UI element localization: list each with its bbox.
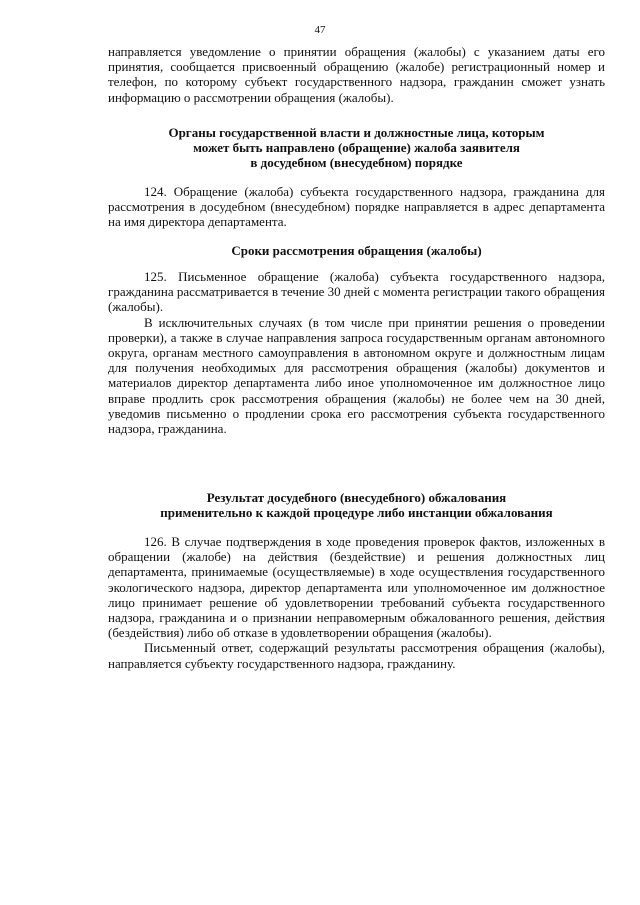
paragraph-125: 125. Письменное обращение (жалоба) субъекта государственного надзора, гражданина рассматривается в течение 30 дней с момента регистрации такого обращения (жалобы). — [108, 269, 605, 315]
page-number: 47 — [314, 24, 326, 36]
section-2-heading — [108, 243, 605, 258]
section-3-heading-line: применительно к каждой процедуре либо инстанции обжалования — [160, 505, 553, 521]
intro-paragraph: направляется уведомление о принятии обращения (жалобы) с указанием даты его принятия, сообщается присвоенный обращению (жалобе) регистрационный номер и телефон, по которому субъект государственного надзора, гражданин сможет узнать информацию о рассмотрении обращения (жалобы). — [108, 44, 605, 105]
paragraph-126: 126. В случае подтверждения в ходе проведения проверок фактов, изложенных в обращении (жалобе) на действия (бездействие) и решения должностных лиц департамента, принимаемые (осуществляемые) в ходе осуществления государственного экологического надзора, директор департамента или уполномоченное им должностное лицо принимает решение об удовлетворении требований субъекта государственного надзора, гражданина и о признании неправомерным обжалованного решения, действия (бездействия) либо об отказе в удовлетворении обращения (жалобы). — [108, 534, 605, 641]
section-3-heading — [108, 490, 605, 520]
section-2-heading-line: Сроки рассмотрения обращения (жалобы) — [231, 243, 482, 258]
paragraph-124-block — [108, 184, 605, 230]
section-3-heading-line: Результат досудебного (внесудебного) обжалования — [206, 490, 507, 505]
section-1-heading-line: в досудебном (внесудебном) порядке — [250, 155, 463, 171]
paragraph-126-continued: Письменный ответ, содержащий результаты рассмотрения обращения (жалобы), направляется субъекту государственного надзора, гражданину. — [108, 640, 605, 671]
section-1-heading — [108, 125, 605, 171]
section-1-heading-line: может быть направлено (обращение) жалоба заявителя — [193, 140, 520, 156]
paragraph-125-block — [108, 269, 605, 436]
paragraph-125-continued: В исключительных случаях (в том числе при принятии решения о проведении проверки), а также в случае направления запроса государственным органам автономного округа, органам местного самоуправления в автономном округе и должностным лицам для получения необходимых для рассмотрения обращения (жалобы) документов и материалов директор департамента либо иное уполномоченное им должностное лицо вправе продлить срок рассмотрения обращения (жалобы) не более чем на 30 дней, уведомив письменно о продлении срока его рассмотрения субъекта государственного надзора, гражданина. — [108, 314, 605, 437]
paragraph-126-block — [108, 534, 605, 671]
section-1-heading-line: Органы государственной власти и должностные лица, которым — [168, 125, 545, 140]
intro-paragraph-block — [108, 44, 605, 105]
paragraph-124: 124. Обращение (жалоба) субъекта государственного надзора, гражданина для рассмотрения в досудебном (внесудебном) порядке направляется в адрес департамента на имя директора департамента. — [108, 184, 605, 230]
